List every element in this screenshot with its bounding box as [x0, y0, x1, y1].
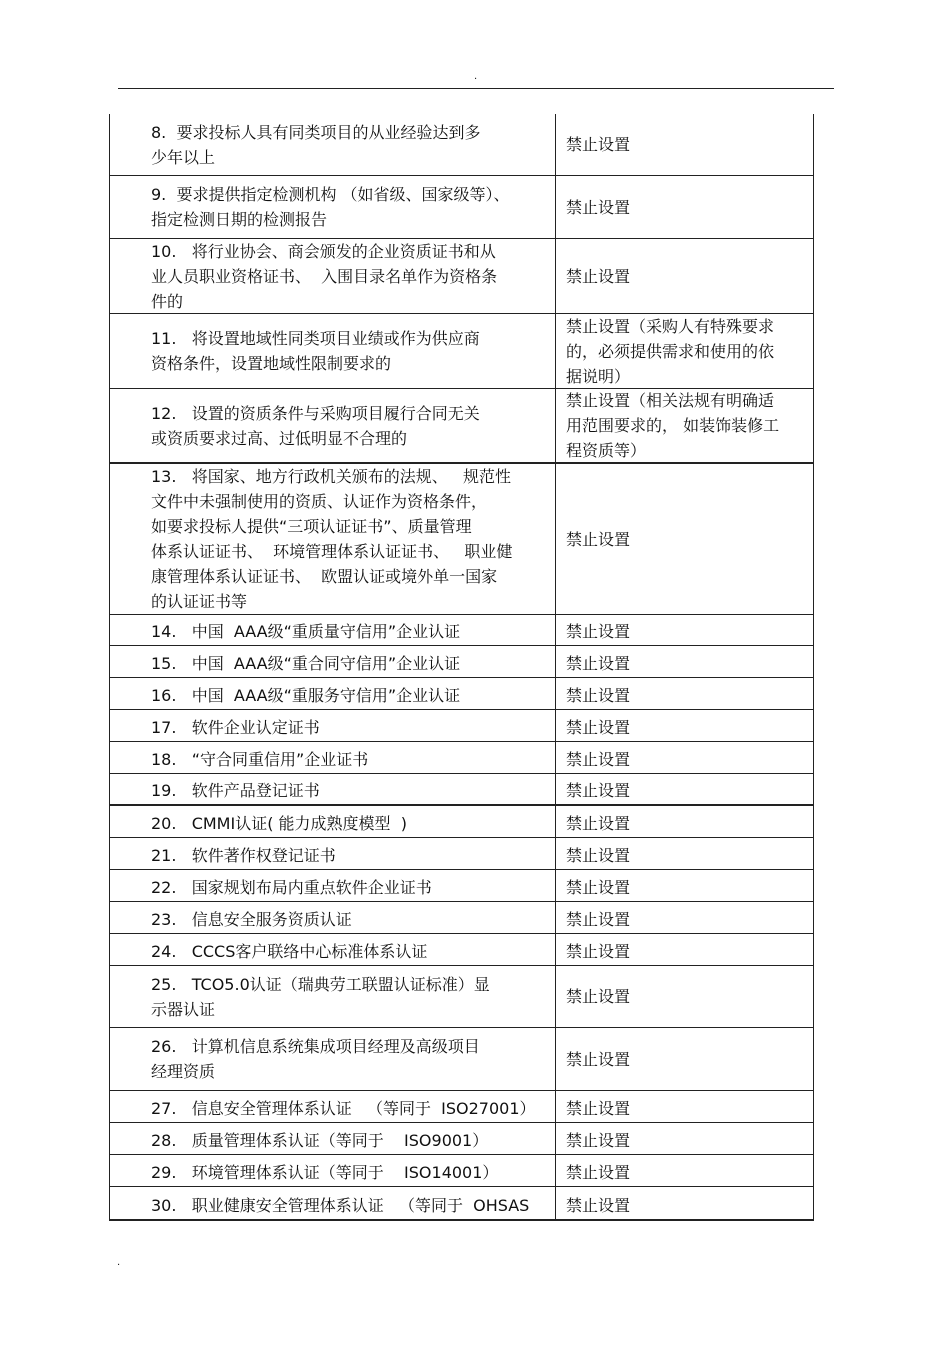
setting-cell [556, 114, 813, 175]
header-mark: . [474, 71, 478, 82]
requirement-cell [110, 870, 556, 901]
setting-cell [556, 389, 813, 462]
table-row [109, 389, 814, 464]
requirement-line: 示器认证 [151, 999, 216, 1019]
setting-line: 禁止设置 [566, 266, 631, 286]
table-row [109, 902, 814, 934]
setting-cell [556, 902, 813, 933]
table-row [109, 1091, 814, 1123]
requirement-line: 28. 质量管理体系认证（等同于 ISO9001） [151, 1131, 489, 1150]
requirement-cell [110, 966, 556, 1027]
requirement-cell [110, 838, 556, 869]
requirement-line: 18. “守合同重信用”企业证书 [151, 750, 369, 769]
setting-cell [556, 464, 813, 614]
setting-line: 禁止设置 [566, 622, 631, 641]
table-row [109, 314, 814, 389]
requirement-line: 26. 计算机信息系统集成项目经理及高级项目 [151, 1037, 480, 1056]
requirement-line: 8. 要求投标人具有同类项目的从业经验达到多 [151, 122, 481, 142]
setting-cell [556, 615, 813, 645]
requirement-line: 经理资质 [151, 1062, 216, 1081]
setting-line: 禁止设置 [566, 135, 631, 154]
setting-cell [556, 1155, 813, 1186]
requirement-line: 23. 信息安全服务资质认证 [151, 910, 352, 929]
setting-line: 禁止设置 [566, 781, 631, 800]
requirement-line: 27. 信息安全管理体系认证 （等同于 ISO27001） [151, 1099, 536, 1118]
setting-line: 禁止设置 [566, 814, 631, 833]
requirement-cell [110, 646, 556, 677]
setting-cell [556, 1187, 813, 1219]
table-row [109, 1028, 814, 1091]
setting-line: 禁止设置 [566, 686, 631, 705]
setting-line: 程资质等） [566, 441, 647, 460]
table-row [109, 239, 814, 314]
setting-cell [556, 806, 813, 837]
requirement-cell [110, 710, 556, 741]
requirement-cell [110, 176, 556, 238]
setting-cell [556, 934, 813, 965]
setting-line: 禁止设置 [566, 1163, 631, 1182]
setting-line: 禁止设置 [566, 942, 631, 961]
setting-line: 禁止设置 [566, 750, 631, 769]
requirement-line: 24. CCCS客户联络中心标准体系认证 [151, 942, 428, 961]
requirement-cell [110, 314, 556, 388]
table-row [109, 1187, 814, 1221]
requirement-line: 业人员职业资格证书、 入围目录名单作为资格条 [151, 266, 498, 286]
requirement-cell [110, 742, 556, 773]
setting-cell [556, 1028, 813, 1090]
header-rule [118, 88, 834, 89]
table-row [109, 870, 814, 902]
table-row [109, 678, 814, 710]
requirement-cell [110, 1187, 556, 1219]
requirement-cell [110, 934, 556, 965]
setting-line: 禁止设置 [566, 1099, 631, 1118]
requirement-cell [110, 1091, 556, 1122]
setting-line: 禁止设置 [566, 654, 631, 673]
setting-line: 禁止设置（采购人有特殊要求 [566, 316, 775, 336]
setting-cell [556, 176, 813, 238]
requirement-line: 19. 软件产品登记证书 [151, 781, 320, 800]
setting-line: 禁止设置 [566, 1049, 631, 1069]
requirement-line: 17. 软件企业认定证书 [151, 718, 320, 737]
requirements-table [109, 114, 814, 1221]
setting-cell [556, 1091, 813, 1122]
requirement-cell [110, 774, 556, 804]
requirement-line: 10. 将行业协会、商会颁发的企业资质证书和从 [151, 241, 496, 261]
setting-cell [556, 710, 813, 741]
requirement-line: 如要求投标人提供“三项认证证书”、质量管理 [151, 517, 472, 536]
requirement-cell [110, 678, 556, 709]
setting-cell [556, 1123, 813, 1154]
setting-cell [556, 774, 813, 804]
requirement-line: 29. 环境管理体系认证（等同于 ISO14001） [151, 1163, 499, 1182]
table-row [109, 1155, 814, 1187]
table-row [109, 615, 814, 646]
requirement-line: 的认证证书等 [151, 592, 248, 611]
setting-cell [556, 678, 813, 709]
table-row [109, 464, 814, 615]
requirement-line: 25. TCO5.0认证（瑞典劳工联盟认证标准）显 [151, 974, 490, 994]
requirement-line: 文件中未强制使用的资质、认证作为资格条件， [151, 492, 488, 511]
requirement-line: 件的 [151, 291, 184, 311]
table-row [109, 742, 814, 774]
requirement-line: 21. 软件著作权登记证书 [151, 846, 336, 865]
setting-line: 禁止设置 [566, 1131, 631, 1150]
setting-line: 禁止设置（相关法规有明确适 [566, 391, 775, 410]
table-row [109, 710, 814, 742]
setting-cell [556, 870, 813, 901]
setting-line: 用范围要求的， 如装饰装修工 [566, 416, 780, 435]
requirement-cell [110, 806, 556, 837]
requirement-line: 12. 设置的资质条件与采购项目履行合同无关 [151, 403, 480, 423]
table-row [109, 966, 814, 1028]
setting-cell [556, 239, 813, 313]
table-row [109, 838, 814, 870]
requirement-cell [110, 1028, 556, 1090]
setting-line: 的，必须提供需求和使用的依 [566, 341, 775, 361]
setting-cell [556, 742, 813, 773]
setting-cell [556, 966, 813, 1027]
table-row [109, 176, 814, 239]
requirement-line: 少年以上 [151, 147, 216, 167]
setting-line: 禁止设置 [566, 529, 631, 549]
requirement-cell [110, 1123, 556, 1154]
requirement-cell [110, 1155, 556, 1186]
table-row [109, 774, 814, 806]
requirement-line: 30. 职业健康安全管理体系认证 （等同于 OHSAS [151, 1196, 530, 1215]
setting-line: 禁止设置 [566, 718, 631, 737]
requirement-cell [110, 902, 556, 933]
requirement-cell [110, 389, 556, 462]
setting-cell [556, 314, 813, 388]
setting-cell [556, 646, 813, 677]
requirement-line: 11. 将设置地域性同类项目业绩或作为供应商 [151, 329, 480, 348]
requirement-line: 20. CMMI认证( 能力成熟度模型 ) [151, 814, 407, 833]
requirement-line: 资格条件，设置地域性限制要求的 [151, 354, 392, 373]
requirement-cell [110, 114, 556, 175]
requirement-cell [110, 239, 556, 313]
table-row [109, 1123, 814, 1155]
setting-cell [556, 838, 813, 869]
table-row [109, 934, 814, 966]
requirement-line: 或资质要求过高、过低明显不合理的 [151, 428, 408, 448]
requirement-line: 15. 中国 AAA级“重合同守信用”企业认证 [151, 654, 461, 673]
requirement-line: 14. 中国 AAA级“重质量守信用”企业认证 [151, 622, 461, 641]
setting-line: 禁止设置 [566, 878, 631, 897]
requirement-line: 体系认证证书、 环境管理体系认证证书、 职业健 [151, 542, 513, 561]
table-row [109, 646, 814, 678]
requirement-line: 9. 要求提供指定检测机构 （如省级、国家级等）、 [151, 185, 510, 204]
requirement-line: 22. 国家规划布局内重点软件企业证书 [151, 878, 432, 897]
setting-line: 禁止设置 [566, 910, 631, 929]
setting-line: 禁止设置 [566, 197, 631, 217]
requirement-line: 康管理体系认证证书、 欧盟认证或境外单一国家 [151, 567, 498, 586]
setting-line: 禁止设置 [566, 987, 631, 1006]
table-row [109, 806, 814, 838]
setting-line: 禁止设置 [566, 846, 631, 865]
requirement-cell [110, 464, 556, 614]
requirement-line: 16. 中国 AAA级“重服务守信用”企业认证 [151, 686, 461, 705]
requirement-cell [110, 615, 556, 645]
footer-mark: . [117, 1257, 121, 1268]
setting-line: 禁止设置 [566, 1196, 631, 1215]
requirement-line: 13. 将国家、地方行政机关颁布的法规、 规范性 [151, 467, 511, 486]
requirement-line: 指定检测日期的检测报告 [151, 210, 328, 229]
setting-line: 据说明） [566, 366, 631, 386]
table-row [109, 114, 814, 176]
